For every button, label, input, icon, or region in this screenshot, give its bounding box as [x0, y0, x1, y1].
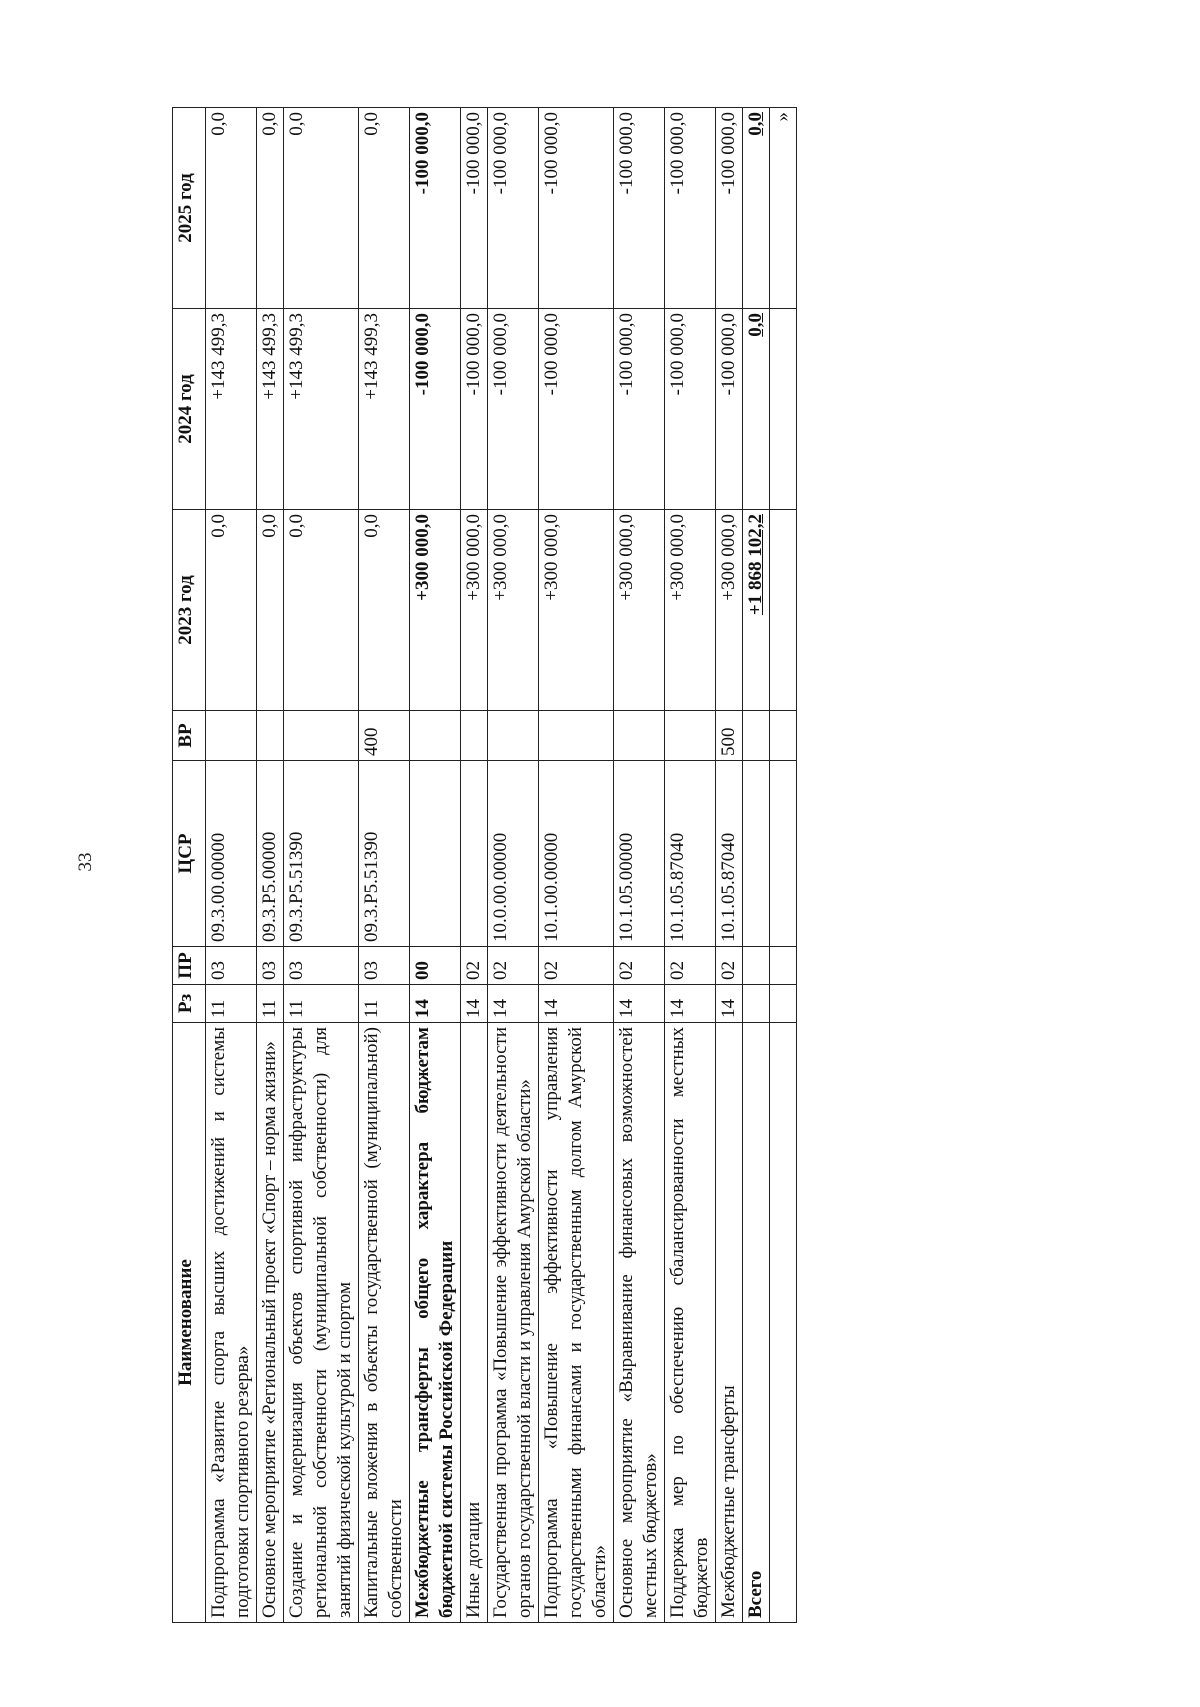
row-2024: +143 499,3 — [257, 309, 284, 510]
row-pr: 02 — [665, 947, 716, 985]
row-pr: 00 — [410, 947, 461, 985]
row-name: Капитальные вложения в объекты государственной (муниципальной) собственности — [359, 1023, 410, 1623]
row-2025: -100 000,0 — [665, 108, 716, 309]
header-pr: ПР — [173, 947, 206, 985]
row-vr: 400 — [359, 711, 410, 761]
row-vr — [488, 711, 539, 761]
row-2024: +143 499,3 — [284, 309, 359, 510]
table-row — [488, 108, 539, 1623]
row-2025: 0,0 — [284, 108, 359, 309]
row-rz: 14 — [410, 985, 461, 1023]
row-pr: 02 — [488, 947, 539, 985]
row-2025: 0,0 — [257, 108, 284, 309]
row-name: Основное мероприятие «Выравнивание финансовых возможностей местных бюджетов» — [614, 1023, 665, 1623]
row-rz: 14 — [716, 985, 743, 1023]
header-name: Наименование — [173, 1023, 206, 1623]
header-rz: Рз — [173, 985, 206, 1023]
row-csr: 09.3.00.00000 — [206, 761, 257, 947]
table-row — [614, 108, 665, 1623]
row-2024: -100 000,0 — [614, 309, 665, 510]
row-name: Подпрограмма «Развитие спорта высших достижений и системы подготовки спортивного резерва» — [206, 1023, 257, 1623]
row-vr — [206, 711, 257, 761]
row-2023: +300 000,0 — [488, 510, 539, 711]
row-2025: -100 000,0 — [716, 108, 743, 309]
header-2023: 2023 год — [173, 510, 206, 711]
total-csr — [743, 761, 770, 947]
row-csr — [461, 761, 488, 947]
row-2023: 0,0 — [206, 510, 257, 711]
row-name: Государственная программа «Повышение эффективности деятельности органов государственной власти и управления Амурской области» — [488, 1023, 539, 1623]
row-csr: 10.0.00.00000 — [488, 761, 539, 947]
row-2023: +300 000,0 — [614, 510, 665, 711]
row-pr: 02 — [461, 947, 488, 985]
row-csr: 09.3.P5.51390 — [359, 761, 410, 947]
row-csr: 09.3.P5.51390 — [284, 761, 359, 947]
header-csr: ЦСР — [173, 761, 206, 947]
row-rz: 14 — [539, 985, 614, 1023]
row-csr: 10.1.05.00000 — [614, 761, 665, 947]
row-csr — [410, 761, 461, 947]
row-csr: 10.1.05.87040 — [716, 761, 743, 947]
row-2023: 0,0 — [284, 510, 359, 711]
row-rz: 14 — [665, 985, 716, 1023]
page-number: 33 — [75, 852, 96, 872]
table-row — [461, 108, 488, 1623]
row-pr: 02 — [614, 947, 665, 985]
row-2025: -100 000,0 — [488, 108, 539, 309]
total-label: Всего — [743, 1023, 770, 1623]
header-2024: 2024 год — [173, 309, 206, 510]
header-vr: ВР — [173, 711, 206, 761]
table-header-row — [173, 108, 206, 1623]
closing-row — [770, 108, 797, 1623]
table-row — [359, 108, 410, 1623]
row-2024: +143 499,3 — [359, 309, 410, 510]
total-rz — [743, 985, 770, 1023]
row-name: Межбюджетные трансферты — [716, 1023, 743, 1623]
row-2024: -100 000,0 — [461, 309, 488, 510]
total-pr — [743, 947, 770, 985]
table-row — [206, 108, 257, 1623]
table-row — [410, 108, 461, 1623]
row-2025: -100 000,0 — [410, 108, 461, 309]
row-2023: +300 000,0 — [539, 510, 614, 711]
total-row — [743, 108, 770, 1623]
row-vr — [614, 711, 665, 761]
row-2025: 0,0 — [359, 108, 410, 309]
row-2025: -100 000,0 — [539, 108, 614, 309]
row-2023: +300 000,0 — [665, 510, 716, 711]
row-2025: -100 000,0 — [461, 108, 488, 309]
row-vr — [410, 711, 461, 761]
total-2025: 0,0 — [743, 108, 770, 309]
row-2024: -100 000,0 — [539, 309, 614, 510]
total-vr — [743, 711, 770, 761]
row-name: Создание и модернизация объектов спортивной инфраструктуры региональной собственности (муниципальной собственности) для занятий физической культурой и спортом — [284, 1023, 359, 1623]
row-rz: 14 — [614, 985, 665, 1023]
closing-cell — [770, 947, 797, 985]
row-vr — [539, 711, 614, 761]
table-row — [284, 108, 359, 1623]
row-2024: -100 000,0 — [410, 309, 461, 510]
table-row — [665, 108, 716, 1623]
row-csr: 10.1.00.00000 — [539, 761, 614, 947]
row-2025: 0,0 — [206, 108, 257, 309]
row-2023: 0,0 — [359, 510, 410, 711]
closing-quote: » — [770, 108, 797, 309]
closing-cell — [770, 761, 797, 947]
row-pr: 03 — [359, 947, 410, 985]
row-2023: 0,0 — [257, 510, 284, 711]
row-name: Подпрограмма «Повышение эффективности управления государственными финансами и государственным долгом Амурской области» — [539, 1023, 614, 1623]
row-name: Поддержка мер по обеспечению сбалансированности местных бюджетов — [665, 1023, 716, 1623]
row-csr: 09.3.P5.00000 — [257, 761, 284, 947]
closing-cell — [770, 711, 797, 761]
row-name: Основное мероприятие «Региональный проект «Спорт – норма жизни» — [257, 1023, 284, 1623]
table-row — [539, 108, 614, 1623]
row-rz: 14 — [461, 985, 488, 1023]
closing-cell — [770, 309, 797, 510]
row-name: Межбюджетные трансферты общего характера бюджетам бюджетной системы Российской Федерации — [410, 1023, 461, 1623]
table-row — [257, 108, 284, 1623]
row-2024: -100 000,0 — [716, 309, 743, 510]
row-rz: 11 — [359, 985, 410, 1023]
row-rz: 11 — [206, 985, 257, 1023]
row-rz: 14 — [488, 985, 539, 1023]
row-pr: 02 — [539, 947, 614, 985]
row-name: Иные дотации — [461, 1023, 488, 1623]
total-2024: 0,0 — [743, 309, 770, 510]
row-vr — [665, 711, 716, 761]
row-pr: 03 — [257, 947, 284, 985]
closing-cell — [770, 510, 797, 711]
closing-cell — [770, 985, 797, 1023]
row-pr: 02 — [716, 947, 743, 985]
row-2025: -100 000,0 — [614, 108, 665, 309]
row-2024: +143 499,3 — [206, 309, 257, 510]
row-2023: +300 000,0 — [461, 510, 488, 711]
header-2025: 2025 год — [173, 108, 206, 309]
row-rz: 11 — [257, 985, 284, 1023]
rotated-table-container — [172, 108, 920, 1623]
closing-cell — [770, 1023, 797, 1623]
row-vr: 500 — [716, 711, 743, 761]
row-pr: 03 — [284, 947, 359, 985]
total-2023: +1 868 102,2 — [743, 510, 770, 711]
row-2024: -100 000,0 — [665, 309, 716, 510]
row-2023: +300 000,0 — [716, 510, 743, 711]
row-csr: 10.1.05.87040 — [665, 761, 716, 947]
table-row — [716, 108, 743, 1623]
budget-table — [172, 107, 797, 1623]
row-vr — [257, 711, 284, 761]
row-2024: -100 000,0 — [488, 309, 539, 510]
row-vr — [461, 711, 488, 761]
row-rz: 11 — [284, 985, 359, 1023]
row-2023: +300 000,0 — [410, 510, 461, 711]
row-vr — [284, 711, 359, 761]
row-pr: 03 — [206, 947, 257, 985]
